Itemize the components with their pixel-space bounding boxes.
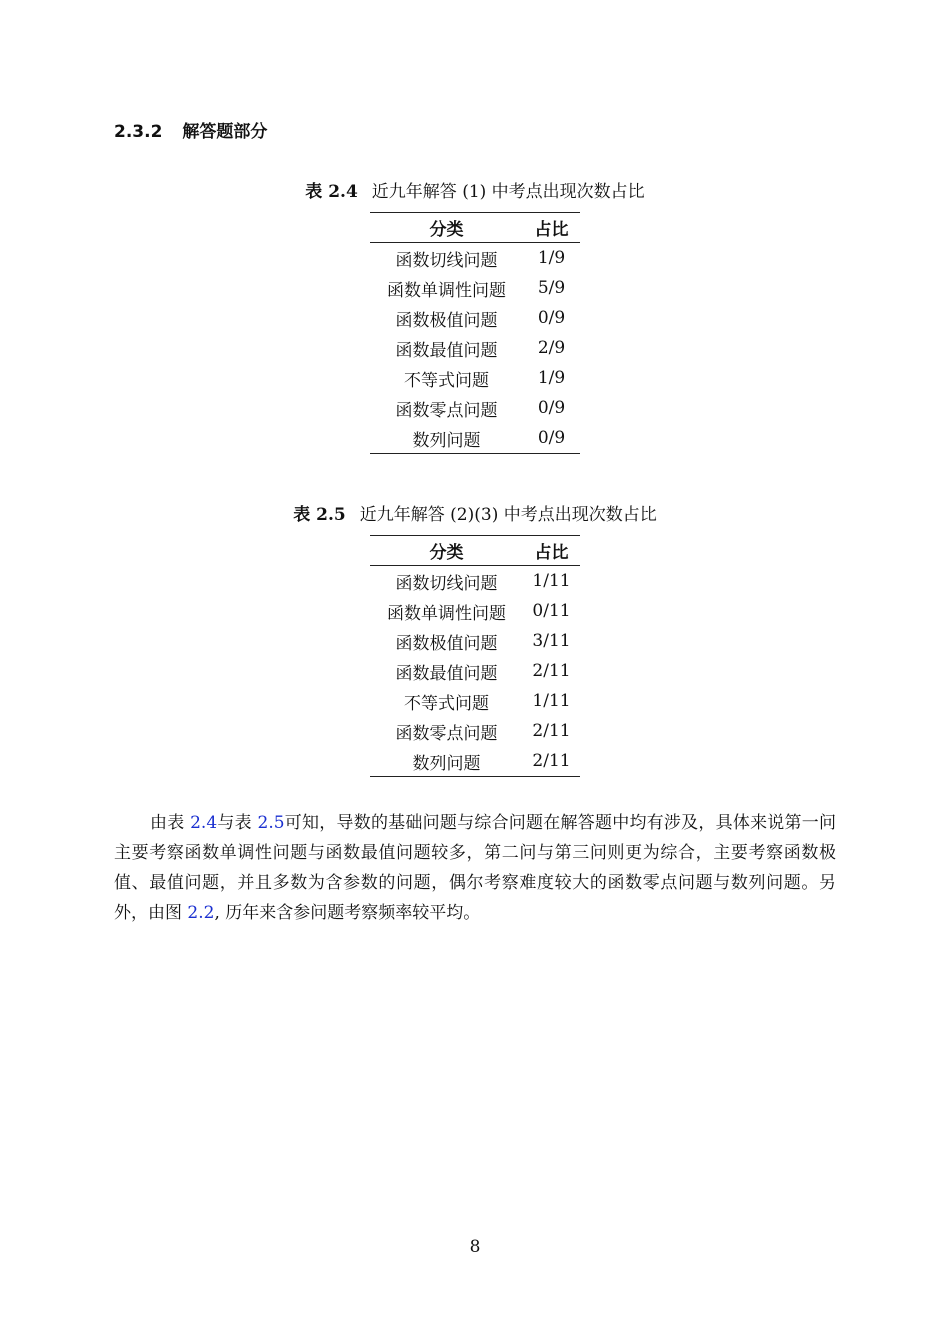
body-paragraph [114,808,836,928]
cell-category: 函数零点问题 [395,723,498,744]
table-label: 表 2.5 [293,505,346,525]
cell-ratio: 1/9 [537,248,566,268]
table-row [370,243,580,274]
table-caption-2-5 [0,504,950,526]
section-number: 2.3.2 [114,122,163,142]
cell-category: 函数极值问题 [395,310,498,331]
table-caption-text: 近九年解答 (1) 中考点出现次数占比 [371,182,645,202]
table-row [370,393,580,423]
table-ref-link[interactable]: 2.5 [257,813,285,833]
cell-category: 不等式问题 [404,693,489,714]
cell-category: 函数极值问题 [395,633,498,654]
column-header-category: 分类 [370,536,523,566]
cell-category: 函数最值问题 [395,663,498,684]
cell-ratio: 2/11 [532,661,571,681]
cell-ratio: 2/9 [537,338,566,358]
cell-ratio: 5/9 [537,278,566,298]
cell-category: 数列问题 [370,746,523,777]
cell-category: 函数单调性问题 [387,603,506,624]
table-row [370,596,580,626]
table-caption-text: 近九年解答 (2)(3) 中考点出现次数占比 [359,505,657,525]
cell-ratio: 2/11 [523,746,580,777]
table-header-row [370,213,580,243]
cell-ratio: 1/11 [532,691,571,711]
page-number: 8 [469,1237,481,1257]
table-row [370,656,580,686]
cell-category: 函数切线问题 [395,573,498,594]
table-row [370,303,580,333]
cell-category: 函数零点问题 [395,400,498,421]
cell-category: 函数最值问题 [395,340,498,361]
column-header-category: 分类 [370,213,523,243]
cell-category: 不等式问题 [404,370,489,391]
table-row [370,333,580,363]
table-row [370,626,580,656]
cell-ratio: 2/11 [532,721,571,741]
table-header-row [370,536,580,566]
table-row [370,686,580,716]
cell-category: 函数切线问题 [395,250,498,271]
cell-ratio: 0/11 [532,601,571,621]
cell-ratio: 0/9 [523,423,580,454]
table-2-4 [370,212,580,454]
cell-category: 函数单调性问题 [387,280,506,301]
table-row [370,423,580,454]
cell-ratio: 1/11 [532,571,571,591]
paragraph-text: 由表 [150,813,191,833]
table-row [370,363,580,393]
table-label: 表 2.4 [305,182,358,202]
paragraph-text: 可知，导数的基础问题与综合问题在解答题中均有涉及，具体来说第一问主要考察函数单调性问题与函数最值问题较多，第二问与第三问则更为综合，主要考察函数极值、最值问题，并且多数为含参数的问题，偶尔考察难度较大的函数零点问题与数列问题。另外，由图 [114,813,837,923]
column-header-ratio: 占比 [523,536,580,566]
section-title: 解答题部分 [182,122,268,142]
table-row [370,566,580,597]
table-2-5 [370,535,580,777]
cell-ratio: 0/9 [537,308,566,328]
cell-ratio: 1/9 [537,368,566,388]
paragraph-text: , 历年来含参问题考察频率较平均。 [214,903,481,923]
section-heading [114,121,267,143]
column-header-ratio: 占比 [523,213,580,243]
table-row [370,746,580,777]
table-row [370,716,580,746]
cell-ratio: 3/11 [532,631,571,651]
figure-ref-link[interactable]: 2.2 [187,903,215,923]
paragraph-text: 与表 [217,813,258,833]
cell-ratio: 0/9 [537,398,566,418]
table-ref-link[interactable]: 2.4 [190,813,218,833]
table-caption-2-4 [0,181,950,203]
cell-category: 数列问题 [370,423,523,454]
table-row [370,273,580,303]
